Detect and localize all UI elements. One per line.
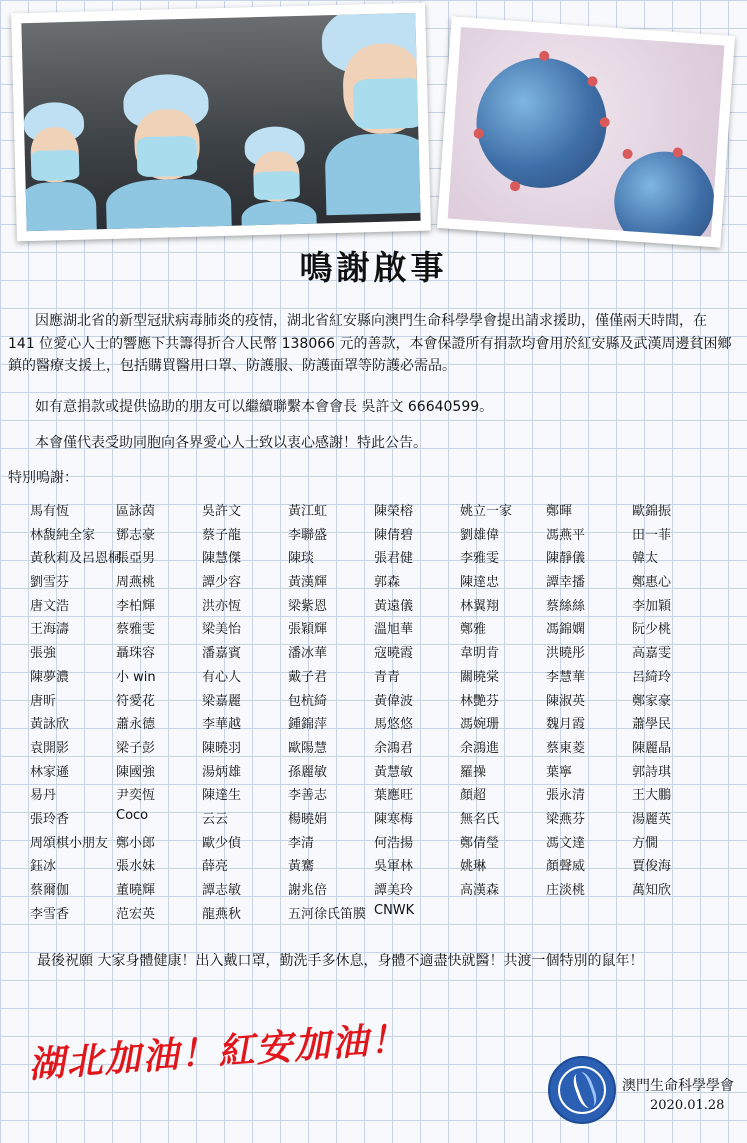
- donor-name: 張水妹: [116, 859, 156, 875]
- donor-name: 顏超: [460, 788, 487, 804]
- donor-name: [460, 903, 546, 927]
- donor-name: 尹奕恆: [116, 788, 156, 804]
- donor-name: 薛亮: [202, 859, 229, 875]
- donor-name: 無名氏: [460, 811, 500, 827]
- donor-name: 湯麗英: [632, 811, 672, 827]
- donor-name: 魏月霞: [546, 717, 586, 733]
- donor-name: CNWK: [374, 902, 415, 918]
- donor-name: 譚少容: [202, 575, 242, 591]
- contact-paragraph: 如有意捐款或提供協助的朋友可以繼續聯繫本會會長 吳許文 66640599。: [35, 399, 494, 415]
- donor-name: 李清: [288, 835, 315, 851]
- donor-name: 譚幸播: [546, 575, 586, 591]
- donor-name: 龍燕秋: [202, 906, 242, 922]
- donor-name: 周頌棋小朋友: [30, 835, 109, 851]
- donor-name: 王海濤: [30, 622, 70, 638]
- donor-name: 郭詩琪: [632, 764, 672, 780]
- donor-name: 陳國強: [116, 764, 156, 780]
- donor-name: 馮燕平: [546, 527, 586, 543]
- donor-name: 馮婉珊: [460, 717, 500, 733]
- donor-name: 蔡子龍: [202, 527, 242, 543]
- donor-name: 五河徐氏笛膜: [288, 906, 367, 922]
- donor-name: 梁紫恩: [288, 598, 328, 614]
- announcement-paragraph: 因應湖北省的新型冠狀病毒肺炎的疫情，湖北省紅安縣向澳門生命科學學會提出請求援助，僅僅兩天時間，在 141 位愛心人士的響應下共籌得折合人民幣 138066 元的善款，本會保證所有捐款均會用於紅安縣及武漢周邊貧困鄉鎮的醫療支援上，包括購買醫用口罩、防護服、防護面罩等防護必需品。: [8, 313, 732, 374]
- donor-name: 黃秋莉及呂恩桐: [30, 551, 122, 567]
- thanks-paragraph: 本會僅代表受助同胞向各界愛心人士致以衷心感謝！特此公告。: [35, 435, 427, 451]
- donor-name: 鄭惠心: [632, 575, 672, 591]
- donor-name: 劉雄偉: [460, 527, 500, 543]
- donor-name: 鄭暉: [546, 504, 573, 519]
- donor-name: 梁子彭: [116, 740, 156, 756]
- donor-name: 李雅雯: [460, 551, 500, 567]
- donor-name: 鄭倩瑩: [460, 835, 500, 851]
- donor-name: 溫旭華: [374, 622, 414, 638]
- coronavirus-photo: [437, 16, 735, 247]
- donor-name: 包杭綺: [288, 693, 328, 709]
- donor-name: 姚立一家: [460, 504, 513, 519]
- medical-staff-photo: [11, 3, 431, 242]
- page-title: 鳴謝啟事: [299, 248, 448, 287]
- donor-name: 黃慧敏: [374, 764, 414, 780]
- donor-name: 余鴻進: [460, 740, 500, 756]
- donor-name: 歐錦振: [632, 504, 672, 519]
- organization-name: 澳門生命科學學會: [622, 1078, 734, 1094]
- donor-name: 賈俊海: [632, 859, 672, 875]
- donor-name: 陳寒梅: [374, 811, 414, 827]
- donor-name: 黃漢輝: [288, 575, 328, 591]
- donor-name: 梁美怡: [202, 622, 242, 638]
- donor-name: 李加穎: [632, 598, 672, 614]
- donor-name: 韓太: [632, 551, 659, 567]
- donor-name: 羅操: [460, 764, 487, 780]
- donor-name: 李善志: [288, 788, 328, 804]
- donor-name: 有心人: [202, 669, 242, 685]
- donor-name: 姚琳: [460, 859, 487, 875]
- donor-name: 寇曉霞: [374, 646, 414, 662]
- donor-name: 陳靜儀: [546, 551, 586, 567]
- donor-name: 李柏輝: [116, 598, 156, 614]
- donor-name: 張玲香: [30, 811, 70, 827]
- donor-name: 吳許文: [202, 504, 242, 519]
- donor-name: 潘嘉賓: [202, 646, 242, 662]
- donor-name: 楊曉娟: [288, 811, 328, 827]
- donor-name: 唐昕: [30, 693, 57, 709]
- donor-name: 韋明肯: [460, 646, 500, 662]
- closing-wish: 最後祝願 大家身體健康！出入戴口罩，勤洗手多休息，身體不適盡快就醫！共渡一個特別的鼠年！: [37, 953, 644, 969]
- donor-name: 關曉棠: [460, 669, 500, 685]
- donor-name: 馬有恆: [30, 504, 70, 519]
- signature-date: 2020.01.28: [650, 1098, 725, 1113]
- donor-name: 鄧志豪: [116, 527, 156, 543]
- donor-name: 王大鵬: [632, 788, 672, 804]
- donor-name: 蕭永德: [116, 717, 156, 733]
- donor-name: 洪曉彤: [546, 646, 586, 662]
- donor-name: 蔡東菱: [546, 740, 586, 756]
- donor-name: [632, 903, 718, 927]
- donor-name: 林馥純全家: [30, 527, 96, 543]
- donor-name: 李華越: [202, 717, 242, 733]
- donor-name: Coco: [116, 807, 149, 823]
- donor-name: 潘冰華: [288, 646, 328, 662]
- donor-name: 梁燕芬: [546, 811, 586, 827]
- donor-name: [546, 903, 632, 927]
- donor-name: 吳軍林: [374, 859, 414, 875]
- donor-name: 馮錦嫻: [546, 622, 586, 638]
- donor-name: 洪亦恆: [202, 598, 242, 614]
- donor-name: 袁開影: [30, 740, 70, 756]
- donor-name: 陳榮榕: [374, 504, 414, 519]
- donor-name: 歐少偵: [202, 835, 242, 851]
- donor-name: 李聯盛: [288, 527, 328, 543]
- donor-name: 林艷芬: [460, 693, 500, 709]
- donor-name: 青青: [374, 669, 401, 685]
- donor-name: 鈺冰: [30, 859, 57, 875]
- donor-name: 鍾錦萍: [288, 717, 328, 733]
- donor-name: 陳夢濃: [30, 669, 70, 685]
- donor-name: 葉應旺: [374, 788, 414, 804]
- donor-name: 易丹: [30, 788, 57, 804]
- donor-name: 庄淡桃: [546, 883, 586, 898]
- donor-name: 譚志敏: [202, 883, 242, 898]
- donor-name: 譚美玲: [374, 883, 414, 898]
- donor-name: 林家遜: [30, 764, 70, 780]
- donor-name: 張永清: [546, 788, 586, 804]
- donor-name: 周燕桃: [116, 575, 156, 591]
- donor-name: 李雪香: [30, 906, 70, 922]
- donor-name: 何浩揚: [374, 835, 414, 851]
- donor-name: 黃詠欣: [30, 717, 70, 733]
- donor-name: 鄭小郎: [116, 835, 156, 851]
- donor-name: 馮文達: [546, 835, 586, 851]
- donor-name: 蔡絲絲: [546, 598, 586, 614]
- donor-name: 張亞男: [116, 551, 156, 567]
- donor-name: 陳琰: [288, 551, 315, 567]
- donor-name: 呂綺玲: [632, 669, 672, 685]
- donor-name: 黃騫: [288, 859, 315, 875]
- donor-name: 葉寧: [546, 764, 573, 780]
- donor-name: 李慧華: [546, 669, 586, 685]
- donor-name: 區詠茵: [116, 504, 156, 519]
- donor-name: 聶珠容: [116, 646, 156, 662]
- donor-name: 林翼翔: [460, 598, 500, 614]
- donor-name: 陳淑英: [546, 693, 586, 709]
- donor-name: 蕭學民: [632, 717, 672, 733]
- donor-name: 顏聲威: [546, 859, 586, 875]
- donor-name: 余鴻君: [374, 740, 414, 756]
- donor-name: 張穎輝: [288, 622, 328, 638]
- donor-name: 陳慧傑: [202, 551, 242, 567]
- donor-name: 陳達生: [202, 788, 242, 804]
- donor-name: 方僩: [632, 835, 659, 851]
- donor-name: 陳達忠: [460, 575, 500, 591]
- donor-name: 郭森: [374, 575, 401, 591]
- donor-name: 唐文浩: [30, 598, 70, 614]
- donor-name: 陳倩碧: [374, 527, 414, 543]
- donor-name: 鄭家豪: [632, 693, 672, 709]
- society-logo-icon: [548, 1056, 616, 1124]
- donor-name: 阮少桃: [632, 622, 672, 638]
- donor-name: 鄭雅: [460, 622, 487, 638]
- special-thanks-heading: 特別鳴謝：: [8, 470, 78, 486]
- donor-name: 符愛花: [116, 693, 156, 709]
- slogan: 湖北加油！紅安加油！: [27, 1018, 410, 1087]
- donor-names-list: [30, 500, 720, 926]
- donor-name: 蔡雅雯: [116, 622, 156, 638]
- donor-name: 湯炳雄: [202, 764, 242, 780]
- donor-name: 黃遠儀: [374, 598, 414, 614]
- donor-name: 陳麗晶: [632, 740, 672, 756]
- donor-name: 董曉輝: [116, 883, 156, 898]
- donor-name: 歐陽慧: [288, 740, 328, 756]
- donor-name: 萬知欣: [632, 883, 672, 898]
- donor-name: 高嘉雯: [632, 646, 672, 662]
- donor-name: 劉雪芬: [30, 575, 70, 591]
- donor-name: 云云: [202, 811, 229, 827]
- donor-name: 小 win: [116, 669, 156, 685]
- donor-name: 孫麗敏: [288, 764, 328, 780]
- donor-name: 蔡爾伽: [30, 883, 70, 898]
- donor-name: 梁嘉麗: [202, 693, 242, 709]
- donor-name: 陳曉羽: [202, 740, 242, 756]
- donor-name: 戴子君: [288, 669, 328, 685]
- donor-name: 黃偉波: [374, 693, 414, 709]
- donor-name: 范宏英: [116, 906, 156, 922]
- donor-name: 謝兆倍: [288, 883, 328, 898]
- donor-name: 田一菲: [632, 527, 672, 543]
- donor-name: 黃江虹: [288, 504, 328, 519]
- donor-name: 張強: [30, 646, 57, 662]
- donor-name: 張君健: [374, 551, 414, 567]
- donor-name: 馬悠悠: [374, 717, 414, 733]
- donor-name: 高漢森: [460, 883, 500, 898]
